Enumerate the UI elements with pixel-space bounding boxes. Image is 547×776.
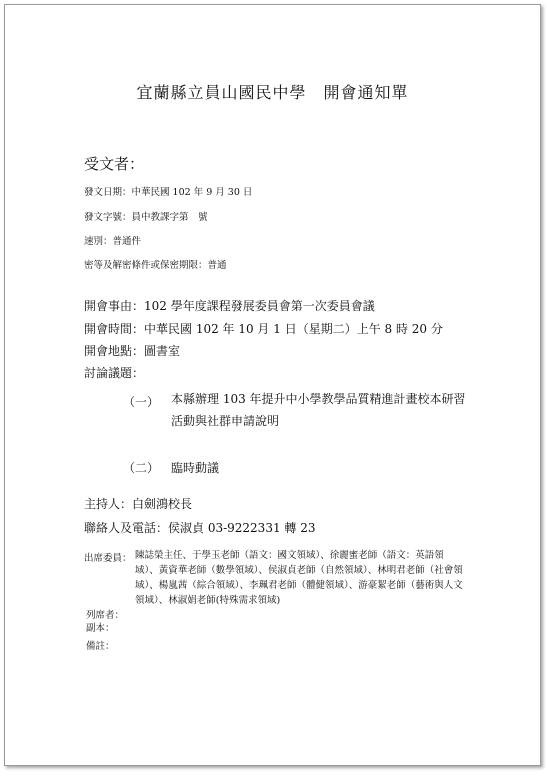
copy-label: 副本： — [86, 623, 115, 634]
document-title: 宜蘭縣立員山國民中學 開會通知單 — [136, 83, 409, 102]
attendees-label: 出席委員： — [84, 553, 132, 564]
remarks-label: 備註： — [86, 641, 115, 652]
secrecy-level: 密等及解密條件或保密期限：普通 — [84, 260, 227, 271]
attendees-list: 陳誌榮主任、于學玉老師（語文：國文領域）、徐麗蜜老師（語文：英語領域）、黃資華老師（數學領域）、侯淑貞老師（自然領域）、林明君老師（社會領域）、楊嵐茜（綜合領域）、李珮君老師（體健領域）、游豪絜老師（藝術與人文領域）、林淑娟老師(特殊需求領域) — [135, 550, 463, 606]
contact-person: 聯絡人及電話：侯淑貞 03-9222331 轉 23 — [84, 521, 316, 535]
meeting-host: 主持人：白劍鴻校長 — [84, 497, 193, 511]
meeting-time: 開會時間：中華民國 102 年 10 月 1 日（星期二）上午 8 時 20 分 — [84, 322, 443, 336]
agenda-item-number: （一） — [123, 395, 160, 409]
document-number: 發文字號：員中教課字第 號 — [84, 212, 208, 223]
agenda-label: 討論議題： — [84, 366, 145, 380]
agenda-item-text: 臨時動議 — [171, 461, 220, 475]
observers-label: 列席者： — [86, 610, 125, 621]
document-page — [4, 4, 541, 766]
agenda-item-number: （二） — [123, 461, 160, 475]
delivery-speed: 速別：普通件 — [84, 236, 142, 247]
meeting-place: 開會地點：圖書室 — [84, 344, 181, 358]
recipient-label: 受文者： — [84, 155, 145, 173]
issue-date: 發文日期：中華民國 102 年 9 月 30 日 — [84, 187, 253, 198]
agenda-item-text: 本縣辦理 103 年提升中小學教學品質精進計畫校本研習活動與社群申請說明 — [171, 392, 466, 428]
meeting-subject: 開會事由：102 學年度課程發展委員會第一次委員會議 — [84, 299, 375, 313]
